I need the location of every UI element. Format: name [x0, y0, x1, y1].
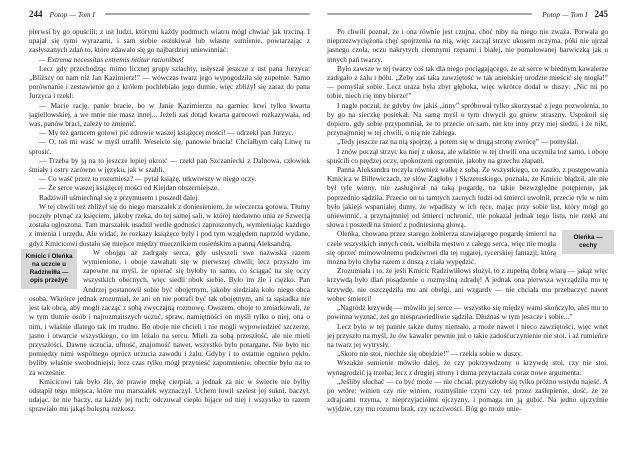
page-number: 245: [594, 9, 608, 19]
page-left: [25, 8, 310, 414]
paragraph-dialogue: — Trzeba by ją na to jeszcze lepiej okroić — rzekł pan Szczaniecki z Dalnowa, człowiek śmiały i ostry zarówno w języku, jak w szabli.: [29, 155, 310, 175]
paragraph: Lecz gdy przechodząc mimo licznej grupy szlachty, usłyszał jeszcze z ust pana Jurzyca: „Bliższy on nam niż Jan Kazimierz!” — wówczas twarz jego wypogodziła się zupełnie. Samo porównanie i zestawienie go z królem pochlebiało jego dumie, więc zbliżył się zaraz do pana Jurzyca i rzekł:: [29, 63, 310, 101]
page-body: [327, 27, 608, 414]
paragraph-dialogue: — Że serce waszej książęcej mości od Kiejdan obszerniejsze.: [39, 183, 220, 193]
paragraph: Panna Aleksandra toczyła również walkę z sobą. Ze wszystkiego, co zaszło, z postępowania Kmicica w Billewiczach, ze słów Zagłoby i Skrzetuskiego, poznała, że Kmicic błądził, ale nie był tyle winny, nie zasługiwał na taką pogardę, na takie bezwzględne potępienie, jak poprzednio sądziła. Przecie on to tamtych zacnych ludzi od śmierci uwolnił, przecie tyle w nim było jakiejś wspaniałej dumy, że wpadłszy w ich ręce, mając przy sobie list, który mógł go uniewinnić, a przynajmniej od śmierci uchronić, nie pokazał jednak tego listu, nie rzekł ani słowa i poszedł na śmierć z podniesioną głową.: [327, 165, 608, 230]
paragraph: Było zawsze w tej twarzy coś tak dla niego pociągającego, że aż serce w biednym kawalerze zadrgało z żalu i bólu. „Żeby zaś taka zawziętość w tak anielskiej urodzie mieścić się mogła!” — pomyślał sobie. Lecz uraza była zbyt głęboka, więc wkrótce dodał w duszy: „Nic mi po tobie, niech cię inny bierze!”: [327, 63, 608, 101]
paragraph: Wszakże sumienie mówiło dalej, że czy pokrzywdzony o krzywdę stoi, czy nie stoi, wynagrodzić ją trzeba; lecz z drugiej strony i duma przytaczała coraz nowe argumenta:: [327, 358, 608, 377]
paragraph: W tej chwili też zbliżył się do niego marszałek z doniesieniem, że wieczerza gotowa. Tłumy poczęły płynąć za księciem, jakoby rzeka, do tej samej sali, w której niedawno unia ze Szwecją została ogłoszona. Tam marszałek usadził wedle godności zaproszonych, wymieniając każdego z imienia i urzędu. Ale widać, że rozkazy książęce były i pod tym względem naprzód wydane, gdyż Kmicicowi dostało się miejsce między miecznikiem rosieńskim a panną Aleksandrą.: [29, 201, 310, 248]
paragraph-text: W obojgu aż zadrgały serca, gdy usłyszeli swe nazwiska razem wymienione, i oboje zawahali się w pierwszej chwili; lecz przyszło im zapewne na myśl, że opierać się byłoby to samo, co ściągać na się oczy wszystkich obecnych, więc siedli obok siebie. Było im źle i ciężko. Pan Andrzej postanowił sobie być obojętnym, jakoby siedziała koło niego obca osoba. Wkrótce jednak zrozumiał, że ani on nie potrafi być tak obojętnym, ani ta sąsiadka nie jest tak obcą, aby mogli zacząć z sobą zwyczajną rozmowę. Owszem, oboje to zmiarkowali, że w tym tłumie osób i najrozmaitszych uczuć, spraw, namiętności on myśli tylko o niej, ona o nim, i właśnie dlatego tak im trudno. Bo oboje nie chcieli i nie mogli wypowiedzieć szczerze, jasno i otwarcie wszystkiego, co im leżało na sercu. Mieli za sobą przeszłość, ale nie mieli przyszłości. Dawne uczucia, ufność, znajomość nawet, wszystko było potargane. Nie było nic pomiędzy nimi wspólnego oprócz uczucia zawodu i żalu. Gdyby i to ostatnie ogniwo pękło, byliby właśnie swobodniejsi; lecz czas tylko mógł przynieść zapomnienie, obecnie było na to za wcześnie.: [29, 247, 310, 377]
paragraph: Radziwiłł uśmiechnął się z przymusem i poszedł dalej.: [39, 192, 200, 202]
header-rule: [105, 13, 310, 16]
paragraph-latin-quote: — Extrema necessitas extremis nititur rationibus!: [39, 54, 184, 64]
header-rule: [327, 13, 532, 16]
paragraph: „Jeśliby słuchać — co być może — nie chciał, przyszłoby się tylko próżno wstydu najeść. A po wtóre: winien czy nie winien, rozmyślnie czyni czy też przez zaślepienie, dość, że ze zdrajcami trzyma, z nieprzyjaciółmi ojczyzny, i pomaga im ją gubić. Na jedno ojczyźnie wyjdzie, czy mu rozumu brak, czy uczciwości. Bóg go może unie-: [327, 376, 608, 414]
paragraph-with-margin-note: [327, 229, 608, 266]
paragraph: I znów począł strzyc ku niej z ukosa, ale właśnie w tej chwili ona uczyniła toż samo, i oboje spuścili co prędzej oczy, upokorzeni ogromnie, jakoby na grzechu złapani.: [327, 146, 608, 165]
paragraph: pierwsi by go opuścili; z ust ludzi, którymi każdy podmuch wiatru mógł chwiać jak trzciną. I upajał się tymi wyrazami, i sam siebie oszukiwał lub własne sumienie, powtarzając z zasłyszanych zdań to, które zdawało się go najbardziej uniewinniać:: [29, 27, 310, 55]
running-title: Potop — Tom I: [49, 9, 95, 19]
paragraph-with-margin-note: [25, 247, 310, 377]
paragraph: „Nagródź krzywdę — mówiło jej serce — wszystko się między wami skończyło, aleś mu to powinna wyznać, żeś go niesprawiedliwie sądziła. Dłużnaś w tym jeszcze i sobie...”: [327, 303, 608, 322]
paragraph-dialogue: — Macie rację, panie bracie, bo w Janie Kazimierzu na garniec krwi tylko kwarta jagiellowskiej, a we mnie nie masz innej... Jeżeli zaś dotąd kwarta garncowi rozkazywała, od was, panów braci, zależy to zmienić.: [29, 100, 310, 129]
paragraph: Zrozumiała i to, że jeśli Kmicic Radziwiłłowi służył, to z zupełną dobrą wiarą — jakąż więc krzywdą było dlań posądzenie o rozmyślną zdradę! A jednak ona pierwsza wyrządziła mu tę krzywdę, nie oszczędziła mu ani obelgi, ani wzgardy — nie chciała mu przebaczyć nawet wobec śmierci!: [327, 266, 608, 303]
page-number: 244: [29, 9, 43, 19]
running-title: Potop — Tom I: [542, 9, 588, 19]
paragraph: Lecz było w tej pannie także dumy niemało, a może nawet i nieco zawziętości, więc wnet jej przyszło na myśl, że ów kawaler pewnie już o takie zadośćuczynienie nie stoi, i aż rumieńce na twarz jej wytrysły.: [327, 321, 608, 349]
paragraph-dialogue: — My też garncem gotowi pić zdrowie waszej książęcej mości! — odrzekł pan Jurzyc.: [39, 128, 294, 138]
margin-note-right: Oleńka — cechy: [562, 230, 614, 254]
page-body: [25, 27, 310, 414]
paragraph: I nagle poczuł, że gdyby ów jakiś „inny” spróbował tylko skorzystać z jego pozwolenia, to by go na sieczkę posiekał. Na samą myśl o tym chwycił go gniew straszny. Uspokoił się dopiero, gdy sobie przypomniał, że to przecie on sam, nie kto inny przy niej siedzi, i że nikt, przynajmniej w tej chwili, o nią nie zabiega.: [327, 100, 608, 138]
page-header-left: [29, 8, 310, 20]
paragraph: Kmicicowi tak było źle, że prawie mękę cierpiał, a jednak za nic w świecie nie byłby odstąpił tego miejsca, które mu marszałek wyznaczył. Uchem łowił szelest jej sukni, baczył, udając, że nie baczy, na każdy jej ruch; odczuwał ciepło bijące od niej i wszystko to razem sprawiało mu jakąś bolesną rozkosz.: [29, 376, 310, 414]
paragraph: „Tedy jeszcze raz na nią spojrzę, a potem się w drugą stronę zwrócę” — pomyślał.: [337, 137, 579, 147]
paragraph: „Skoro nie stoi, niechże się obejdzie!” — rzekła sobie w duszy.: [337, 349, 523, 359]
paragraph-dialogue: — O, toś mi waść w myśl utrafił. Weselcie się, panowie bracia! Chciałbym całą Litwę tu sprosić.: [29, 137, 310, 156]
paragraph-text: Oleńka, chowana przez starego żołnierza stawiającego pogardę śmierci na czele wszystkich innych cnót, wielbiła męstwo z całego serca, więc nie mogła się oprzeć mimowolnemu podziwowi dla tej rogatej, rycerskiej fantazji, którą można było chyba razem z duszą z ciała wypędzić.: [327, 229, 556, 267]
paragraph: Po chwili poznał, że i ona równie jest czujna, choć niby na niego nie zważa. Porwała go nieprzezwyciężona chęć spojrzenia na nią, więc zaczął strzyc ukosem oczyma, póki nie ujrzał jasnego czoła, oczu nakrytych ciemnymi rzęsami i białej, nie pomalowanej barwiczką jak u innych pań twarzy.: [327, 27, 608, 64]
paragraph-dialogue: — Co waść przez to rozumiesz? — pytał książę, utkwiwszy w niego oczy.: [39, 174, 257, 184]
page-header-right: [327, 8, 608, 20]
margin-note-left: Kmicic i Oleńka na uczcie u Radziwiłła — opis przeżyć: [21, 249, 77, 289]
page-right: [327, 8, 608, 414]
